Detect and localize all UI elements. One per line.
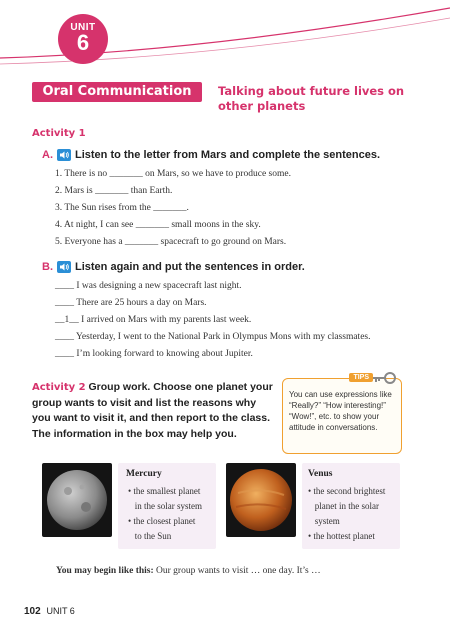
part-a-instruction: Listen to the letter from Mars and complete the sentences. (75, 149, 381, 161)
unit-label: UNIT (70, 22, 96, 33)
activity2-block (32, 380, 274, 442)
mercury-fact: • the smallest planet (128, 486, 201, 496)
venus-image (226, 463, 296, 537)
mercury-image (42, 463, 112, 537)
part-a-sentence: 4. At night, I can see _______ small moons in the sky. (55, 220, 261, 230)
part-a-sentence: 2. Mars is _______ than Earth. (55, 186, 173, 196)
part-a-letter: A. (42, 149, 53, 161)
unit-number: 6 (76, 30, 90, 55)
page-number: 102 (24, 606, 41, 617)
activity1-part-b-heading (42, 261, 305, 273)
key-icon (371, 371, 397, 385)
activity1-part-a-heading (42, 149, 380, 161)
tips-text: You can use expressions like “Really?” “How interesting!” “Wow!”, etc. to show your attitude in conversations. (289, 390, 392, 432)
part-b-sentence: __1__ I arrived on Mars with my parents last week. (55, 315, 252, 325)
tips-tag: TIPS (349, 373, 373, 382)
footer-unit: UNIT 6 (46, 606, 75, 616)
part-a-sentence: 1. There is no _______ on Mars, so we have to produce some. (55, 169, 291, 179)
activity2-instruction: Group work. Choose one planet your group wants to visit and list the reasons why you want to visit it, and then report to the class. The information in the box may help you. (32, 381, 273, 440)
mercury-fact: in the solar system (128, 501, 202, 511)
venus-fact: planet in the solar (308, 501, 379, 511)
mercury-fact: to the Sun (128, 531, 172, 541)
part-b-sentence: ____ I was designing a new spacecraft last night. (55, 281, 242, 291)
part-a-sentence: 3. The Sun rises from the _______. (55, 203, 189, 213)
closing-lead: You may begin like this: (56, 566, 154, 576)
activity2-title: Activity 2 (32, 382, 86, 393)
activity1-title: Activity 1 (32, 128, 86, 139)
section-subtitle: Talking about future lives on other planets (218, 84, 405, 113)
venus-info-card (302, 463, 400, 549)
page-footer (24, 606, 75, 617)
mercury-title: Mercury (126, 469, 162, 479)
part-b-sentence: ____ Yesterday, I went to the National Park in Olympus Mons with my classmates. (55, 332, 371, 342)
venus-fact: system (308, 516, 340, 526)
mercury-info-card (118, 463, 216, 549)
part-b-sentence: ____ There are 25 hours a day on Mars. (55, 298, 207, 308)
audio-icon[interactable] (57, 261, 71, 273)
part-b-instruction: Listen again and put the sentences in order. (75, 261, 305, 273)
venus-fact: • the second brightest (308, 486, 386, 496)
section-title: Oral Communication (32, 82, 202, 102)
tips-box (282, 374, 402, 454)
closing-line (56, 566, 321, 576)
part-a-sentence: 5. Everyone has a _______ spacecraft to go ground on Mars. (55, 237, 287, 247)
venus-fact: • the hottest planet (308, 531, 375, 541)
mercury-fact: • the closest planet (128, 516, 196, 526)
venus-title: Venus (308, 469, 333, 479)
part-b-sentence: ____ I’m looking forward to knowing about Jupiter. (55, 349, 253, 359)
unit-badge (58, 14, 108, 64)
closing-text: Our group wants to visit … one day. It’s … (156, 566, 321, 576)
audio-icon[interactable] (57, 149, 71, 161)
part-b-letter: B. (42, 261, 53, 273)
